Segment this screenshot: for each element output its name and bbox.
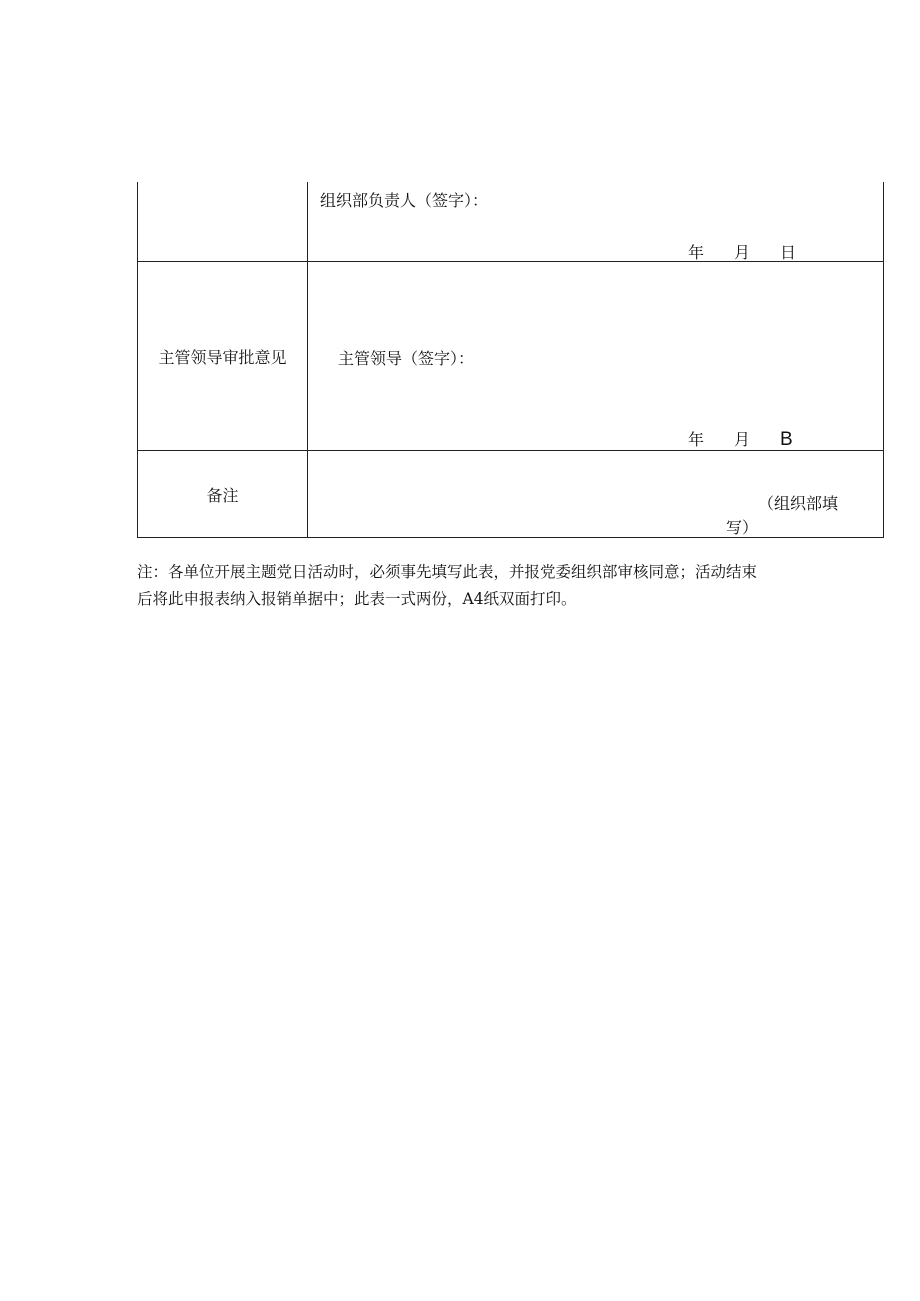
leader-approval-label-cell	[138, 262, 308, 450]
leader-approval-row	[138, 261, 883, 450]
leader-approval-content-cell	[308, 262, 883, 450]
remarks-hint-line2: 写）	[726, 518, 759, 537]
leader-approval-date	[688, 427, 793, 451]
footnote-line-2: 后将此申报表纳入报销单据中；此表一式两份，A4纸双面打印。	[137, 590, 577, 608]
leader-signature-label: 主管领导（签字）：	[338, 349, 475, 368]
org-dept-content-cell	[308, 182, 883, 261]
footnote	[137, 559, 887, 613]
day-label: 日	[780, 243, 797, 262]
leader-approval-label: 主管领导审批意见	[158, 347, 287, 367]
remarks-label-cell	[138, 451, 308, 538]
remarks-label: 备注	[206, 486, 239, 505]
month-label: 月	[734, 243, 751, 262]
org-dept-signature-label: 组织部负责人（签字）：	[320, 191, 489, 210]
org-dept-row	[138, 182, 883, 261]
day-label: B	[780, 429, 793, 450]
year-label: 年	[688, 430, 705, 449]
remarks-row	[138, 450, 883, 538]
org-dept-label-cell	[138, 182, 308, 261]
footnote-line-1: 注：各单位开展主题党日活动时，必须事先填写此表，并报党委组织部审核同意；活动结束	[137, 563, 758, 581]
year-label: 年	[688, 243, 705, 262]
month-label: 月	[734, 430, 751, 449]
remarks-hint-line1: （组织部填	[758, 494, 839, 513]
org-dept-date	[688, 240, 796, 263]
remarks-content-cell	[308, 451, 883, 538]
approval-form-table	[137, 182, 884, 538]
